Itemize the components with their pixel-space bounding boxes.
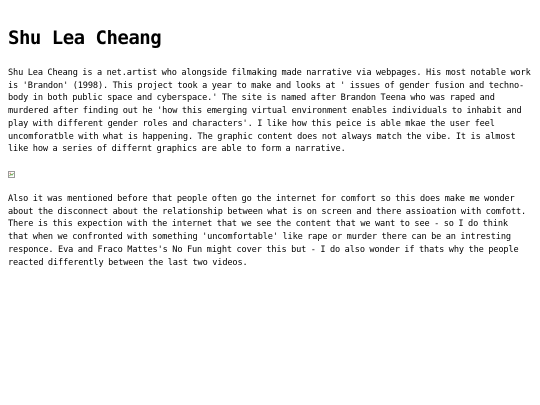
paragraph-intro: Shu Lea Cheang is a net.artist who alongside filmaking made narrative via webpages. His most notable work is 'Brandon' (1998). This project took a year to make and looks at ' issues of gender fusion and techno-body in both public space and cyberspace.' The site is named after Brandon Teena who was raped and murdered after finding out he 'how this emerging virtual environment enables individuals to inhabit and play with different gender roles and characters'. I like how this peice is able mkae the user feel uncomforatble with what is happening. The graphic content does not always match the vibe. It is almost like how a series of differnt graphics are able to form a narrative.	[8, 68, 531, 155]
paragraph-reflection: Also it was mentioned before that people often go the internet for comfort so this does make me wonder about the disconnect about the relationship between what is on screen and there assioation with comfott. There is this expection with the internet that we see the content that we want to see - so I do think that when we confronted with something 'uncomfortable' like rape or murder there can be an intresting responce. Eva and Fraco Mattes's No Fun might cover this but - I do also wonder if thats why the people reacted differently between the last two videos.	[8, 194, 527, 268]
page-title: Shu Lea Cheang	[8, 27, 162, 49]
broken-image-icon	[8, 171, 15, 178]
